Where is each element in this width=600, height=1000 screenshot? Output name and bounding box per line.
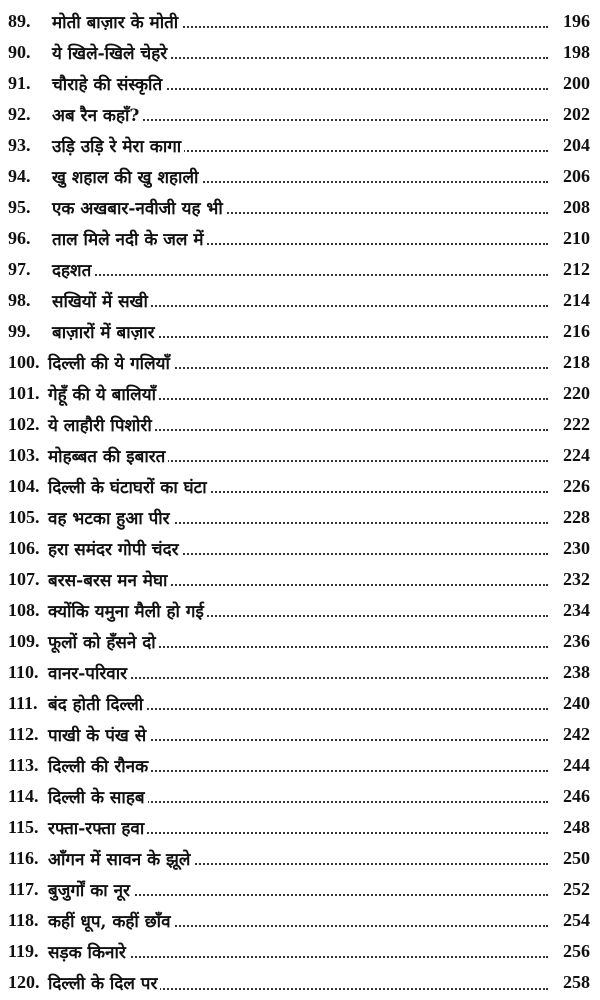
entry-title: एक अखबार-नवीजी यह भी [52,196,226,219]
entry-number: 116. [8,848,39,869]
entry-title: मोहब्बत की इबारत [48,444,168,467]
toc-entry [0,750,600,781]
entry-page-number: 248 [560,817,590,838]
toc-entry [0,440,600,471]
entry-number: 112. [8,724,39,745]
toc-entry [0,254,600,285]
entry-title: चौराहे की संस्कृति [52,72,165,95]
toc-entry [0,316,600,347]
entry-title: बंद होती दिल्ली [48,692,146,715]
toc-entry [0,130,600,161]
entry-title: फूलों को हँसने दो [48,630,159,653]
entry-title: बुजुर्गों का नूर [48,878,133,901]
entry-title: बरस-बरस मन मेघा [48,568,170,591]
entry-page-number: 250 [560,848,590,869]
entry-number: 96. [8,228,31,249]
entry-page-number: 258 [560,972,590,993]
entry-page-number: 226 [560,476,590,497]
entry-page-number: 234 [560,600,590,621]
entry-title: क्योंकि यमुना मैली हो गई [48,599,207,622]
entry-page-number: 224 [560,445,590,466]
toc-entry [0,471,600,502]
toc-entry [0,688,600,719]
entry-title: दहशत [52,258,94,281]
entry-title: पाखी के पंख से [48,723,149,746]
toc-entry [0,502,600,533]
entry-page-number: 198 [560,42,590,63]
entry-title: दिल्ली की रौनक [48,754,151,777]
entry-title: बाज़ारों में बाज़ार [52,320,158,343]
entry-title: गेहूँ की ये बालियाँ [48,382,159,405]
toc-entry [0,564,600,595]
entry-number: 98. [8,290,31,311]
toc-entry [0,68,600,99]
toc-entry [0,905,600,936]
entry-number: 114. [8,786,39,807]
toc-entry [0,37,600,68]
toc-entry [0,936,600,967]
toc-entry [0,719,600,750]
entry-page-number: 230 [560,538,590,559]
toc-entry [0,967,600,998]
toc-entry [0,533,600,564]
entry-page-number: 238 [560,662,590,683]
entry-number: 110. [8,662,39,683]
entry-title: हरा समंदर गोपी चंदर [48,537,182,560]
entry-title: दिल्ली के साहब [48,785,148,808]
entry-title: मोती बाज़ार के मोती [52,10,181,33]
entry-title: दिल्ली के दिल पर [48,971,160,994]
entry-page-number: 236 [560,631,590,652]
entry-number: 93. [8,135,31,156]
entry-number: 92. [8,104,31,125]
entry-title: वह भटका हुआ पीर [48,506,173,529]
entry-number: 99. [8,321,31,342]
entry-title: उड़ि उड़ि रे मेरा कागा [52,134,184,157]
toc-entry [0,161,600,192]
entry-title: ताल मिले नदी के जल में [52,227,207,250]
entry-page-number: 252 [560,879,590,900]
entry-title: सखियों में सखी [52,289,151,312]
entry-number: 107. [8,569,40,590]
toc-entry [0,409,600,440]
toc-entry [0,874,600,905]
entry-page-number: 232 [560,569,590,590]
entry-number: 113. [8,755,39,776]
entry-page-number: 202 [560,104,590,125]
entry-page-number: 256 [560,941,590,962]
entry-page-number: 254 [560,910,590,931]
entry-number: 102. [8,414,40,435]
toc-entry [0,347,600,378]
entry-number: 117. [8,879,39,900]
entry-page-number: 246 [560,786,590,807]
entry-number: 111. [8,693,38,714]
toc-entry [0,99,600,130]
entry-number: 108. [8,600,40,621]
toc-entry [0,812,600,843]
entry-number: 91. [8,73,31,94]
entry-page-number: 242 [560,724,590,745]
entry-number: 120. [8,972,40,993]
toc-entry [0,657,600,688]
entry-number: 97. [8,259,31,280]
entry-number: 100. [8,352,40,373]
entry-title: ये खिले-खिले चेहरे [52,41,170,64]
entry-title: आँगन में सावन के झूले [48,847,193,870]
toc-entry [0,378,600,409]
entry-page-number: 218 [560,352,590,373]
entry-page-number: 214 [560,290,590,311]
toc-entry [0,192,600,223]
entry-number: 104. [8,476,40,497]
dot-leader [52,274,548,276]
toc-entry [0,843,600,874]
entry-page-number: 220 [560,383,590,404]
toc-entry [0,595,600,626]
entry-page-number: 222 [560,414,590,435]
entry-number: 95. [8,197,31,218]
entry-number: 118. [8,910,39,931]
entry-number: 90. [8,42,31,63]
toc-entry [0,626,600,657]
entry-title: वानर-परिवार [48,661,130,684]
entry-number: 103. [8,445,40,466]
entry-title: खु शहाल की खु शहाली [52,165,201,188]
entry-number: 115. [8,817,39,838]
entry-title: ये लाहौरी पिशोरी [48,413,155,436]
toc-entry [0,6,600,37]
entry-page-number: 204 [560,135,590,156]
entry-number: 94. [8,166,31,187]
entry-number: 105. [8,507,40,528]
entry-number: 101. [8,383,40,404]
entry-title: रफ्ता-रफ्ता हवा [48,816,147,839]
entry-number: 119. [8,941,39,962]
entry-title: सड़क किनारे [48,940,129,963]
entry-title: दिल्ली की ये गलियाँ [48,351,173,374]
toc-entry [0,223,600,254]
entry-number: 89. [8,11,31,31]
toc-entry [0,285,600,316]
entry-number: 109. [8,631,40,652]
table-of-contents [0,6,600,999]
entry-page-number: 228 [560,507,590,528]
entry-page-number: 216 [560,321,590,342]
entry-title: दिल्ली के घंटाघरों का घंटा [48,475,210,498]
entry-page-number: 196 [560,11,590,32]
entry-page-number: 208 [560,197,590,218]
entry-page-number: 212 [560,259,590,280]
entry-page-number: 244 [560,755,590,776]
entry-title: अब रैन कहाँ? [52,103,142,126]
toc-entry [0,781,600,812]
entry-page-number: 210 [560,228,590,249]
entry-page-number: 200 [560,73,590,94]
entry-number: 106. [8,538,40,559]
entry-page-number: 206 [560,166,590,187]
entry-title: कहीं धूप, कहीं छाँव [48,909,174,932]
entry-page-number: 240 [560,693,590,714]
